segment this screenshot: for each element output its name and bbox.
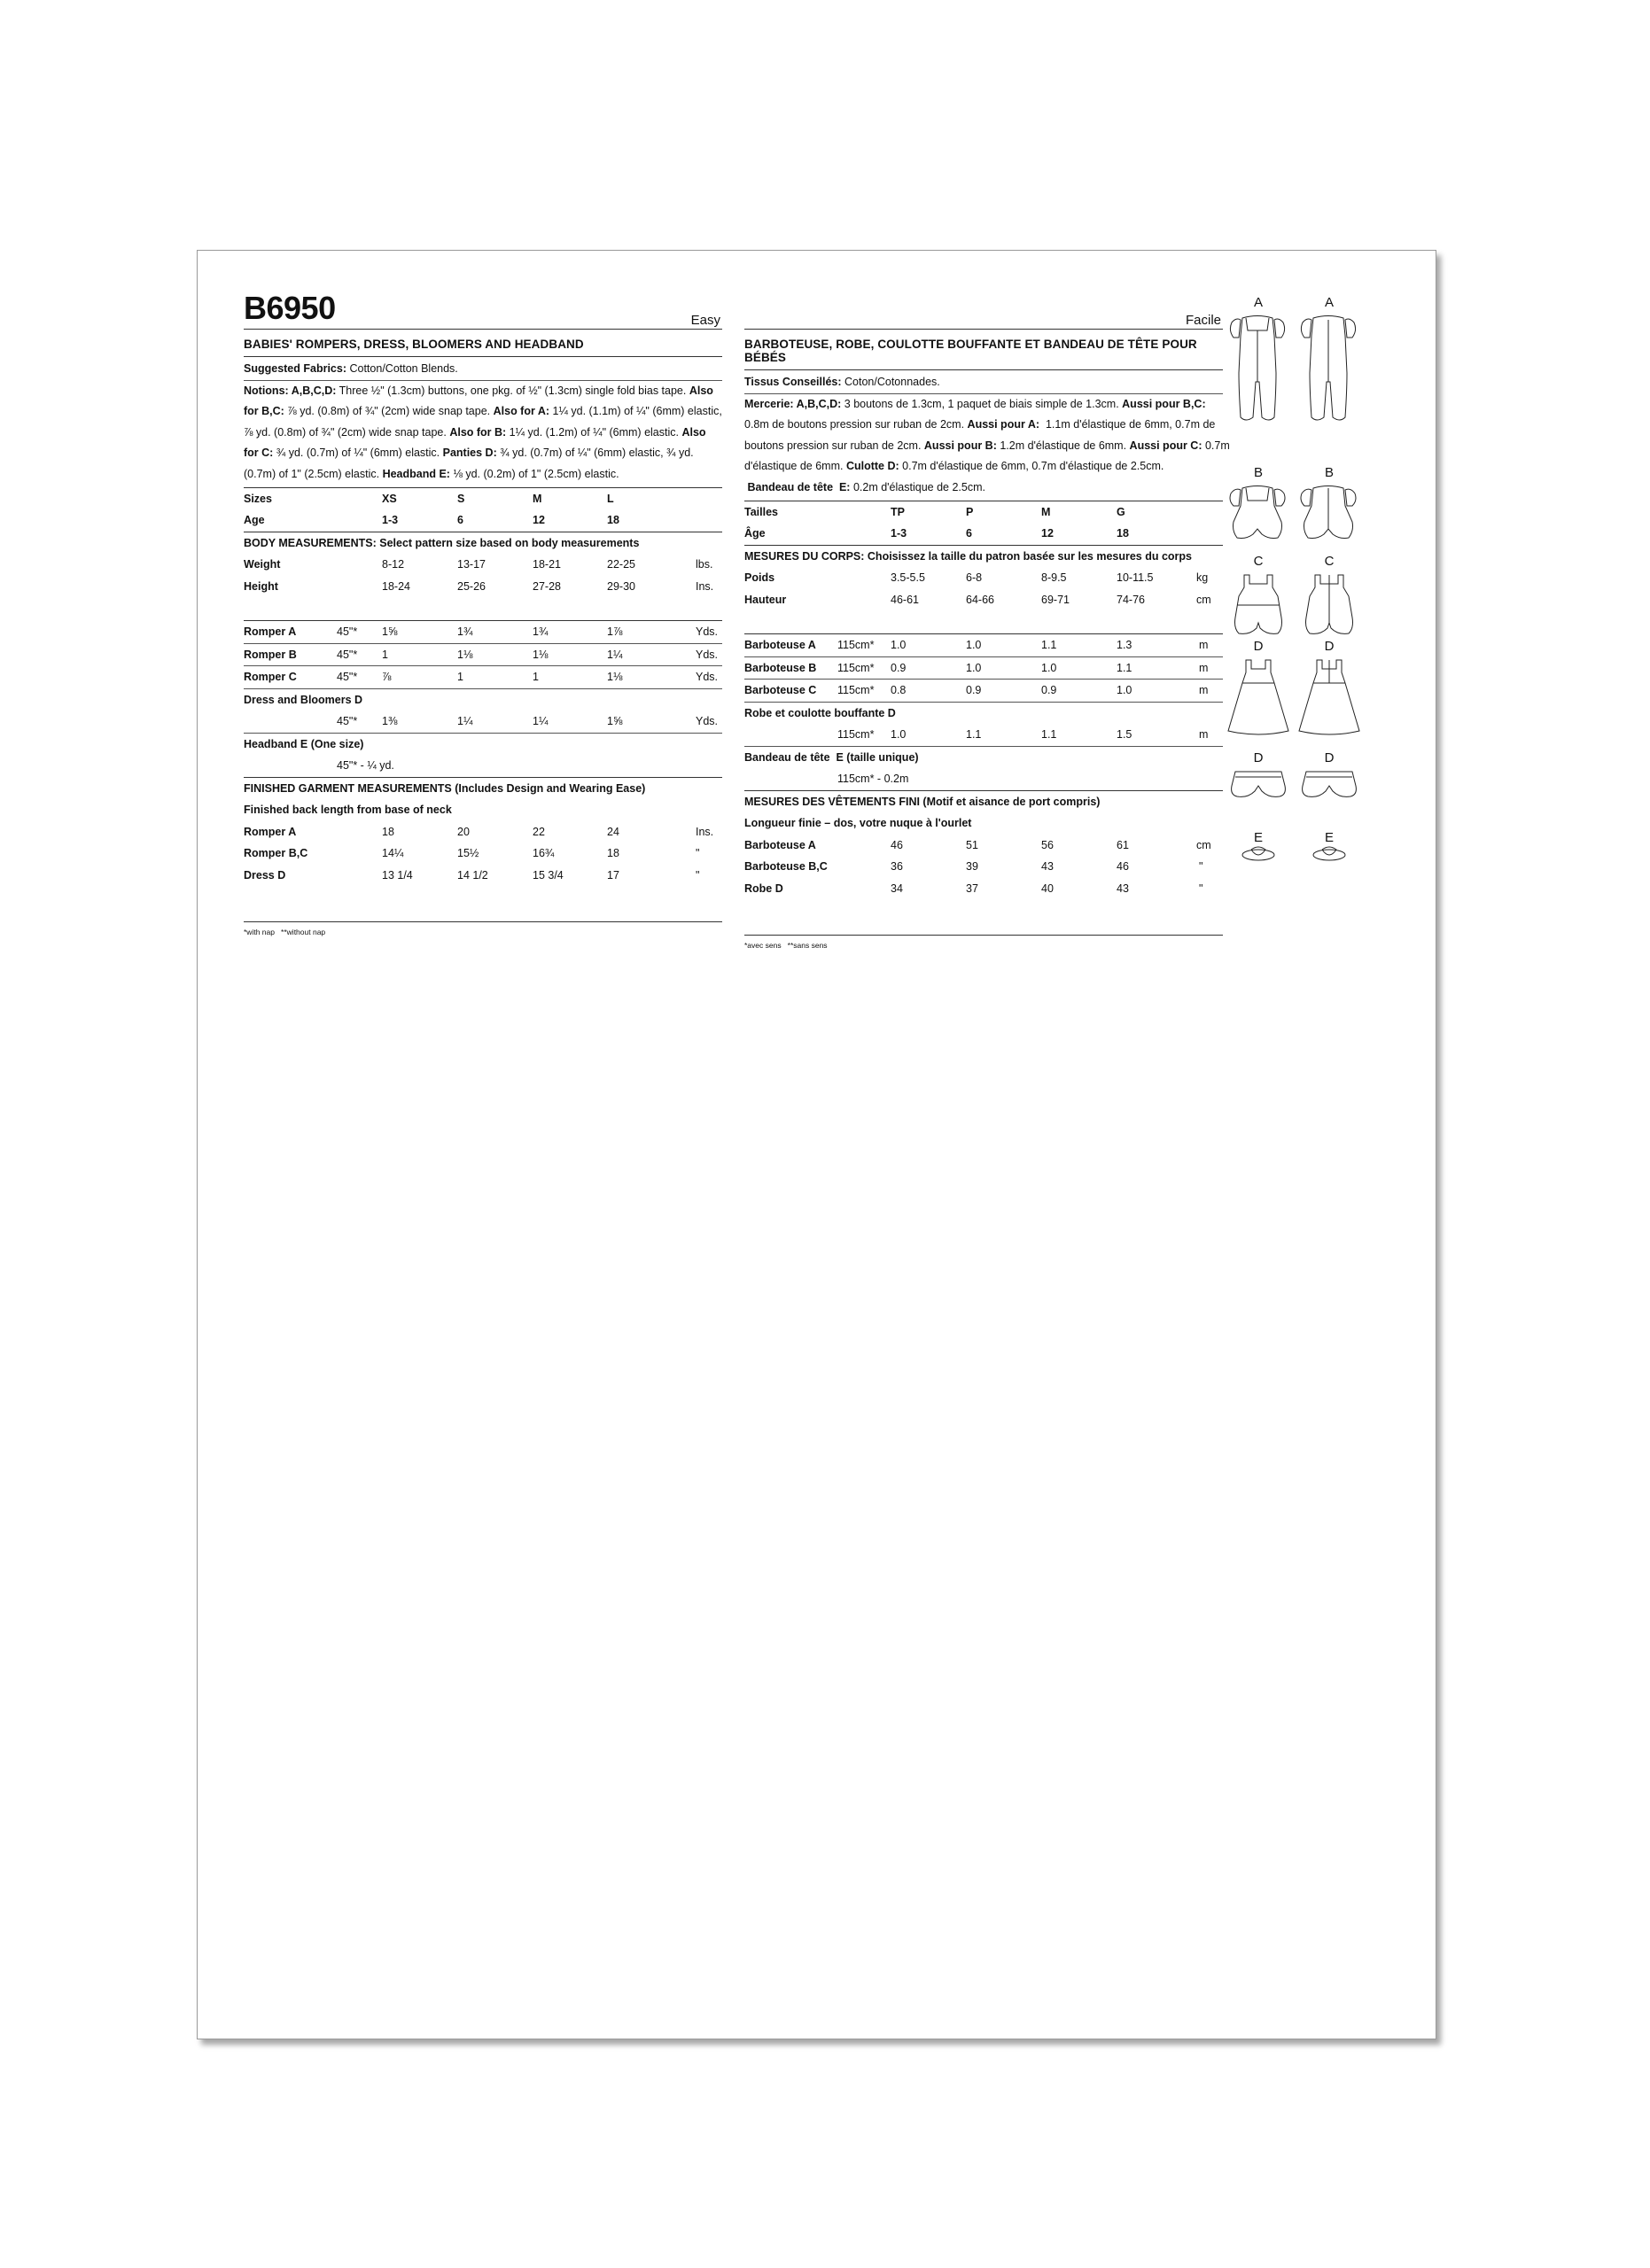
dress-label-row-fr: Robe et coulotte bouffante D — [744, 706, 896, 719]
pattern-envelope-back — [197, 250, 1436, 2039]
notions-line: Bandeau de tête E: 0.2m d'élastique de 2.5cm. — [744, 480, 985, 493]
yardage-row-a-fr: Barboteuse A 115cm* 1.0 1.0 1.1 1.3 m — [744, 639, 1209, 652]
footnote: *with nap **without nap — [244, 928, 326, 937]
illustration-e-headband-front — [1242, 847, 1274, 860]
body-row-weight: Weight 8-12 13-17 18-21 22-25 lbs. — [244, 558, 713, 571]
illustration-label-d-bloomers-front: D — [1253, 750, 1264, 765]
illustration-label-e-front: E — [1253, 830, 1263, 845]
illustration-label-a-back: A — [1324, 295, 1334, 310]
english-column — [244, 290, 722, 937]
finished-heading: FINISHED GARMENT MEASUREMENTS (Includes Design and Wearing Ease) — [244, 781, 646, 795]
notions-line: for C: ¾ yd. (0.7m) of ¼" (6mm) elastic. Panties D: ¾ yd. (0.7m) of ¼" (6mm) elastic, ¾ yd. — [244, 447, 694, 460]
finished-row-bc-fr: Barboteuse B,C 36 39 43 46 " — [744, 860, 1203, 874]
difficulty-level: Easy — [690, 313, 720, 328]
illustration-a-front — [1230, 316, 1284, 421]
finished-row-d-fr: Robe D 34 37 40 43 " — [744, 882, 1203, 895]
notions-line: for B,C: ⅞ yd. (0.8m) of ¾" (2cm) wide snap tape. Also for A: 1¼ yd. (1.1m) of ¼" (6mm) elastic, — [244, 405, 722, 418]
fabrics-label-fr: Tissus Conseillés: — [744, 376, 842, 388]
pattern-number: B6950 — [244, 290, 336, 326]
finished-subheading: Finished back length from base of neck — [244, 804, 452, 817]
yardage-row-b-fr: Barboteuse B 115cm* 0.9 1.0 1.0 1.1 m — [744, 661, 1209, 674]
illustration-e-headband-back — [1313, 847, 1345, 860]
finished-heading-fr: MESURES DES VÊTEMENTS FINI (Motif et aisance de port compris) — [744, 795, 1101, 808]
fabrics-line-fr — [744, 372, 1223, 393]
headband-label-row: Headband E (One size) — [244, 737, 364, 750]
headband-value-row-fr: 115cm* - 0.2m — [837, 773, 909, 786]
notions-line: d'élastique de 6mm. Culotte D: 0.7m d'élastique de 6mm, 0.7m d'élastique de 2.5cm. — [744, 460, 1164, 473]
illustration-label-a-front: A — [1253, 295, 1263, 310]
illustration-d-dress-back — [1299, 660, 1359, 734]
illustration-d-dress-front — [1228, 660, 1288, 734]
notions-block — [244, 381, 722, 485]
finished-row-romper-a: Romper A 18 20 22 24 Ins. — [244, 825, 714, 838]
body-measurements-heading-fr: MESURES DU CORPS: Choisissez la taille du patron basée sur les mesures du corps — [744, 549, 1193, 563]
header — [244, 290, 722, 330]
notions-line: boutons pression sur ruban de 2cm. Aussi pour B: 1.2m d'élastique de 6mm. Aussi pour C: 0.7m — [744, 439, 1230, 452]
notions-line: 0.8m de boutons pression sur ruban de 2cm. Aussi pour A: 1.1m d'élastique de 6mm, 0.7m de — [744, 418, 1216, 431]
yardage-row-romper-a: Romper A 45"* 1⅝ 1¾ 1¾ 1⅞ Yds. — [244, 625, 719, 639]
header-fr — [744, 293, 1223, 330]
sizes-row-fr: Tailles TP P M G — [744, 505, 1125, 518]
illustration-c-front — [1235, 575, 1282, 633]
illustration-label-d-dress-back: D — [1324, 639, 1335, 654]
pattern-title: BABIES' ROMPERS, DRESS, BLOOMERS AND HEADBAND — [244, 338, 584, 351]
illustration-label-d-bloomers-back: D — [1324, 750, 1335, 765]
fabrics-label: Suggested Fabrics: — [244, 362, 346, 375]
finished-subheading-fr: Longueur finie – dos, votre nuque à l'ourlet — [744, 817, 972, 830]
illustration-label-c-front: C — [1253, 554, 1264, 569]
garment-illustrations — [1223, 293, 1387, 936]
illustration-a-back — [1301, 316, 1355, 421]
yardage-row-c-fr: Barboteuse C 115cm* 0.8 0.9 0.9 1.0 m — [744, 684, 1209, 697]
fabrics-text: Cotton/Cotton Blends. — [349, 362, 458, 375]
french-column — [744, 293, 1230, 951]
illustration-c-back — [1306, 575, 1353, 633]
notions-line: Notions: A,B,C,D: Three ½" (1.3cm) buttons, one pkg. of ½" (1.3cm) single fold bias tape. Also — [244, 384, 713, 397]
yardage-row-dress-fr: 115cm* 1.0 1.1 1.1 1.5 m — [837, 728, 1209, 742]
technical-drawings — [1223, 293, 1387, 931]
notions-block-fr — [744, 394, 1230, 499]
illustration-d-bloomers-back — [1303, 772, 1357, 796]
notions-line: Mercerie: A,B,C,D: 3 boutons de 1.3cm, 1 paquet de biais simple de 1.3cm. Aussi pour B,C: — [744, 397, 1206, 410]
difficulty-level-fr: Facile — [1185, 313, 1221, 328]
yardage-row-dress: 45"* 1⅜ 1¼ 1¼ 1⅝ Yds. — [337, 715, 719, 728]
finished-row-dress: Dress D 13 1/4 14 1/2 15 3/4 17 " — [244, 868, 700, 882]
body-row-height: Height 18-24 25-26 27-28 29-30 Ins. — [244, 579, 714, 593]
fabrics-line — [244, 359, 722, 380]
illustration-label-d-dress-front: D — [1253, 639, 1264, 654]
footnote-fr: *avec sens **sans sens — [744, 941, 828, 951]
illustration-label-c-back: C — [1324, 554, 1335, 569]
fabrics-text-fr: Coton/Cotonnades. — [844, 376, 940, 388]
body-measurements-heading: BODY MEASUREMENTS: Select pattern size based on body measurements — [244, 536, 640, 549]
illustration-d-bloomers-front — [1232, 772, 1286, 796]
finished-row-a-fr: Barboteuse A 46 51 56 61 cm — [744, 838, 1211, 851]
sizes-row: Sizes XS S M L — [244, 492, 614, 505]
illustration-label-b-back: B — [1324, 465, 1334, 480]
notions-line: (0.7m) of 1" (2.5cm) elastic. Headband E: ⅛ yd. (0.2m) of 1" (2.5cm) elastic. — [244, 467, 619, 480]
finished-row-romper-bc: Romper B,C 14¼ 15½ 16¾ 18 " — [244, 847, 700, 860]
illustration-b-back — [1301, 486, 1356, 539]
pattern-title-fr: BARBOTEUSE, ROBE, COULOTTE BOUFFANTE ET BANDEAU DE TÊTE POUR BÉBÉS — [744, 338, 1197, 364]
body-row-height-fr: Hauteur 46-61 64-66 69-71 74-76 cm — [744, 593, 1211, 606]
illustration-b-front — [1230, 486, 1285, 539]
headband-label-row-fr: Bandeau de tête E (taille unique) — [744, 750, 919, 764]
yardage-row-romper-b: Romper B 45"* 1 1⅛ 1⅛ 1¼ Yds. — [244, 648, 719, 661]
illustration-label-e-back: E — [1324, 830, 1334, 845]
yardage-row-romper-c: Romper C 45"* ⅞ 1 1 1⅛ Yds. — [244, 671, 719, 684]
illustration-label-b-front: B — [1253, 465, 1263, 480]
body-row-weight-fr: Poids 3.5-5.5 6-8 8-9.5 10-11.5 kg — [744, 571, 1209, 585]
dress-label-row: Dress and Bloomers D — [244, 693, 363, 706]
age-row-fr: Âge 1-3 6 12 18 — [744, 527, 1129, 540]
notions-line: ⅞ yd. (0.8m) of ¾" (2cm) wide snap tape. Also for B: 1¼ yd. (1.2m) of ¼" (6mm) elastic. Also — [244, 425, 706, 439]
headband-value-row: 45"* - ¼ yd. — [337, 759, 394, 773]
age-row: Age 1-3 6 12 18 — [244, 514, 619, 527]
